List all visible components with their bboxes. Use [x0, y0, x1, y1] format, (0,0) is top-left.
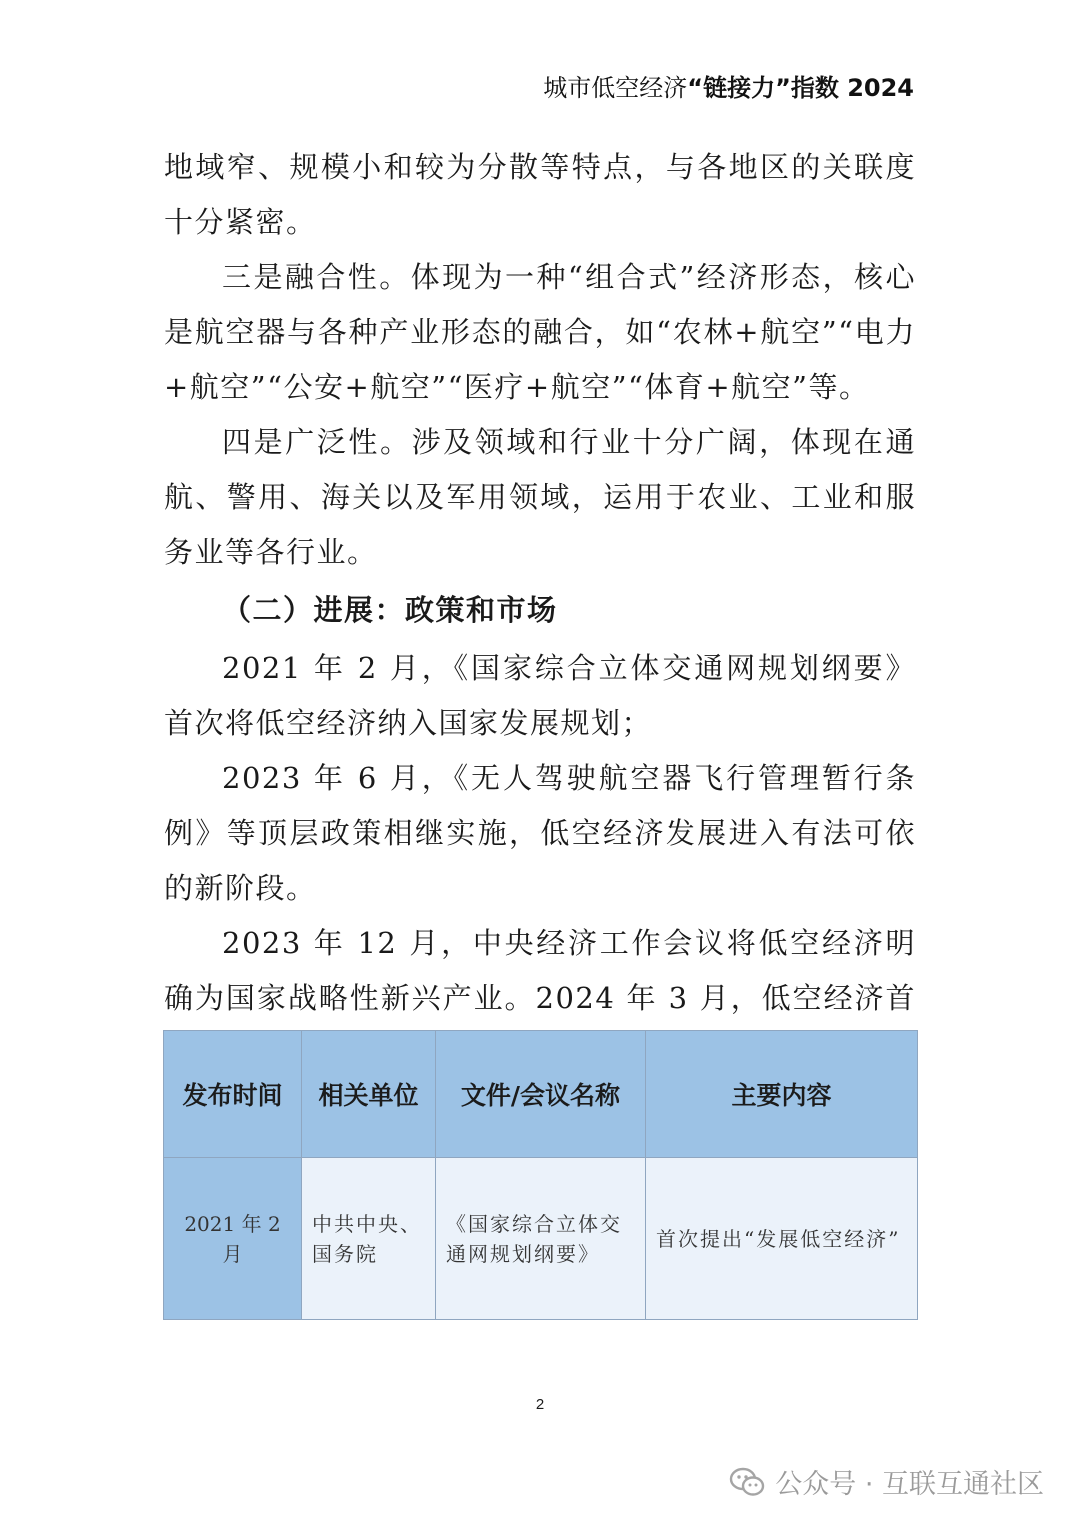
- table-cell-date: 2021 年 2 月: [164, 1158, 302, 1320]
- table-cell-document: 《国家综合立体交通网规划纲要》: [436, 1158, 646, 1320]
- paragraph-6: 2023 年 12 月，中央经济工作会议将低空经济明确为国家战略性新兴产业。2024 年 3 月，低空经济首: [164, 926, 916, 1015]
- watermark: [729, 1462, 1044, 1501]
- paragraph-4: 2021 年 2 月，《国家综合立体交通网规划纲要》首次将低空经济纳入国家发展规划；: [164, 651, 916, 740]
- policy-table: [163, 1030, 918, 1320]
- table-header-row: [164, 1031, 918, 1158]
- body-text: [164, 140, 916, 1081]
- header-title-bold: “链接力”指数 2024: [687, 74, 914, 102]
- section-heading: （二）进展：政策和市场: [222, 593, 558, 627]
- watermark-text: 公众号 · 互联互通社区: [775, 1469, 1044, 1500]
- table-header-cell: 相关单位: [302, 1031, 436, 1158]
- table-cell-content: 首次提出“发展低空经济”: [646, 1158, 918, 1320]
- paragraph-3: 四是广泛性。涉及领域和行业十分广阔，体现在通航、警用、海关以及军用领域，运用于农业、工业和服务业等各行业。: [164, 425, 916, 569]
- page-header: [543, 68, 914, 103]
- paragraph-5: 2023 年 6 月，《无人驾驶航空器飞行管理暂行条例》等顶层政策相继实施，低空经济发展进入有法可依的新阶段。: [164, 761, 916, 905]
- paragraph-2: 三是融合性。体现为一种“组合式”经济形态，核心是航空器与各种产业形态的融合，如“农林+航空”“电力+航空”“公安+航空”“医疗+航空”“体育+航空”等。: [164, 260, 916, 404]
- table-header-cell: 文件/会议名称: [436, 1031, 646, 1158]
- table-cell-unit: 中共中央、国务院: [302, 1158, 436, 1320]
- table-header-cell: 发布时间: [164, 1031, 302, 1158]
- wechat-icon: [729, 1467, 765, 1497]
- table-header-cell: 主要内容: [646, 1031, 918, 1158]
- page-number: 2: [535, 1396, 545, 1413]
- paragraph-1: 地域窄、规模小和较为分散等特点，与各地区的关联度十分紧密。: [164, 150, 916, 239]
- table-row: [164, 1158, 918, 1320]
- header-title-plain: 城市低空经济: [543, 74, 688, 102]
